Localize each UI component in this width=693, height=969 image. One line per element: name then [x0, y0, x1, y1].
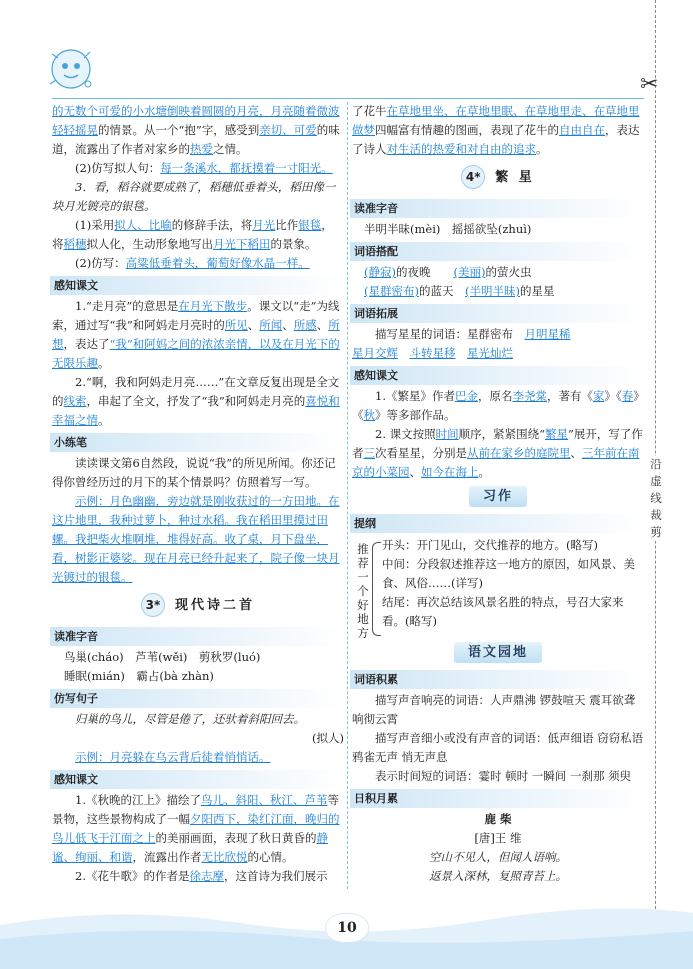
section-header: 词语搭配 — [350, 242, 644, 261]
section-header: 词语积累 — [350, 670, 644, 689]
huaniu-paragraph: 了花牛在草地里坐、在草地里眠、在草地里走、在草地里做梦四幅富有情趣的图画，表现了花牛的自由自在，表达了诗人对生活的热爱和对自由的追求。 — [352, 104, 640, 156]
section-header: 感知课文 — [50, 276, 344, 295]
cartoon-logo-icon — [44, 44, 98, 94]
item-3-1: (1)采用拟人、比喻的修辞手法，将月光比作银毯，将稻穗拟人化，生动形象地写出月光下稻田的景象。 — [52, 218, 333, 251]
section-header: 小练笔 — [50, 433, 344, 452]
xizuo-banner: 习作 — [352, 486, 644, 510]
outline-title: 推荐一个好地方 — [357, 542, 369, 640]
item-3-2: (2)仿写：高粱低垂着头，葡萄好像水晶一样。 — [75, 256, 310, 270]
ganzhi-2: 2. 课文按照时间顺序，紧紧围绕“繁星”展开，写了作者三次看星星，分别是从前在家乡的庭院里、三年前在南京的小菜园、如今在海上。 — [352, 427, 643, 479]
fangxie-question: 归巢的鸟儿，尽管是倦了，还驮着斜阳回去。 — [75, 712, 305, 726]
outline-item: 结尾：再次总结该风景名胜的特点，号召大家来看。(略写) — [382, 595, 624, 628]
jilei-line: 描写声音细小或没有声音的词语：低声细语 窃窃私语 鸦雀无声 悄无声息 — [352, 731, 644, 764]
section-header: 感知课文 — [350, 366, 644, 385]
outline-item: 中间：分段叙述推荐这一地方的原因，如风景、美食、风俗……(详写) — [382, 557, 635, 590]
xiaolian-question: 读读课文第6自然段，说说“我”的所见所闻。你还记得你曾经历过的月下的某个情景吗？仿照着写一写。 — [52, 456, 336, 489]
poem-line: 空山不见人，但闻人语响。 — [429, 850, 567, 864]
poem-line: 返景入深林，复照青苔上。 — [429, 869, 567, 883]
column-divider — [347, 102, 348, 889]
pronunciation-row: 睡眠(mián) 霸占(bà zhàn) — [64, 669, 214, 683]
lesson-4-title — [352, 165, 644, 195]
item-2: (2)仿写拟人句：每一条溪水，都抚摸着一寸阳光。 — [75, 161, 333, 175]
poem-title: 鹿 柴 — [484, 812, 512, 826]
left-column — [52, 102, 344, 886]
fangxie-answer: 示例：月亮躲在乌云背后徒着悄悄话。 — [75, 750, 271, 764]
outline-brace — [372, 542, 381, 636]
outline-block — [352, 536, 644, 638]
section-header: 提纲 — [350, 514, 644, 533]
tuozhan-words: 星月交辉 斗转星移 星光灿烂 — [352, 346, 513, 360]
ganzhi-4: 2.《花牛歌》的作者是徐志摩，这首诗为我们展示 — [75, 869, 328, 883]
section-header: 读准字音 — [50, 627, 344, 646]
scissors-icon: ✂ — [640, 72, 659, 97]
jilei-line: 描写声音响亮的词语：人声鼎沸 锣鼓喧天 震耳欲聋 响彻云霄 — [352, 693, 636, 726]
pronunciation-row: 鸟巢(cháo) 芦苇(wěi) 剪秋罗(luó) — [64, 650, 261, 664]
xiaolian-answer: 示例：月色幽幽，旁边就是刚收获过的一方田地。在这片地里，我种过萝卜，种过水稻。我在稻田里摸过田螺。我把柴火堆啊堆，堆得好高。收了桌，月下盘坐，看，树影正婆娑。现在月亮已经升起来了，院子像一块月光镀过的银毯。 — [52, 494, 340, 584]
lesson-number: 3* — [141, 593, 165, 617]
ganzhi-2: 2.“啊，我和阿妈走月亮……”在文章反复出现是全文的线索，串起了全文，抒发了“我”和阿妈走月亮的喜悦和幸福之情。 — [52, 375, 340, 427]
item-3: 3．看，稻谷就要成熟了，稻穗低垂着头，稻田像一块月光镀亮的银毯。 — [52, 180, 336, 213]
section-header: 读准字音 — [350, 199, 644, 218]
pronunciation-row: 半明半昧(mèi) 摇摇欲坠(zhuì) — [364, 222, 532, 236]
ganzhi-1: 1.“走月亮”的意思是在月光下散步。课文以“走”为线索，通过写“我”和阿妈走月亮时的所见、所闻、所感、所想，表达了“我”和阿妈之间的浓浓亲情，以及在月光下的无限乐趣。 — [52, 299, 340, 370]
section-header: 日积月累 — [350, 789, 644, 808]
lesson-title: 繁 星 — [495, 169, 535, 185]
collocation-row: (静寂)的夜晚 (美丽)的萤火虫 — [364, 265, 532, 279]
lesson-title: 现代诗二首 — [174, 597, 255, 613]
cut-instruction: 沿虚线裁剪 — [650, 457, 662, 539]
outline-item: 开头：开门见山，交代推荐的地方。(略写) — [382, 538, 598, 552]
ganzhi-1: 1.《繁星》作者巴金，原名李尧棠，著有《家》《春》《秋》等多部作品。 — [352, 389, 639, 422]
fangxie-tag: (拟人) — [312, 731, 344, 745]
tuozhan-words: 描写星星的词语：星群密布 月明星稀 — [375, 327, 571, 341]
section-header: 感知课文 — [50, 770, 344, 789]
jilei-line: 表示时间短的词语：霎时 顿时 一瞬间 一刹那 须臾 — [375, 769, 632, 783]
yuandi-banner: 语文园地 — [352, 642, 644, 666]
intro-paragraph: 的无数个可爱的小水塘倒映着圆圆的月亮，月亮随着微波轻轻摇晃的情景。从一个“抱”字，感受到亲切、可爱的味道，流露出了作者对家乡的热爱之情。 — [52, 104, 340, 156]
right-column — [352, 102, 644, 886]
page-number: 10 — [325, 913, 369, 943]
section-header: 词语拓展 — [350, 304, 644, 323]
section-header: 仿写句子 — [50, 689, 344, 708]
lesson-3-title — [52, 593, 344, 623]
lesson-number: 4* — [461, 165, 485, 189]
poem-author: [唐]王 维 — [474, 831, 522, 845]
ganzhi-3: 1.《秋晚的江上》描绘了鸟儿、斜阳、秋江、芦苇等景物，这些景物构成了一幅夕阳西下，染红江面，晚归的鸟儿低飞于江面之上的美丽画面，表现了秋日黄昏的静谧、绚丽、和谐，流露出作者无比欣悦的心情。 — [52, 793, 340, 864]
header-rule — [52, 98, 644, 99]
collocation-row: (星群密布)的蓝天 (半明半昧)的星星 — [364, 284, 555, 298]
